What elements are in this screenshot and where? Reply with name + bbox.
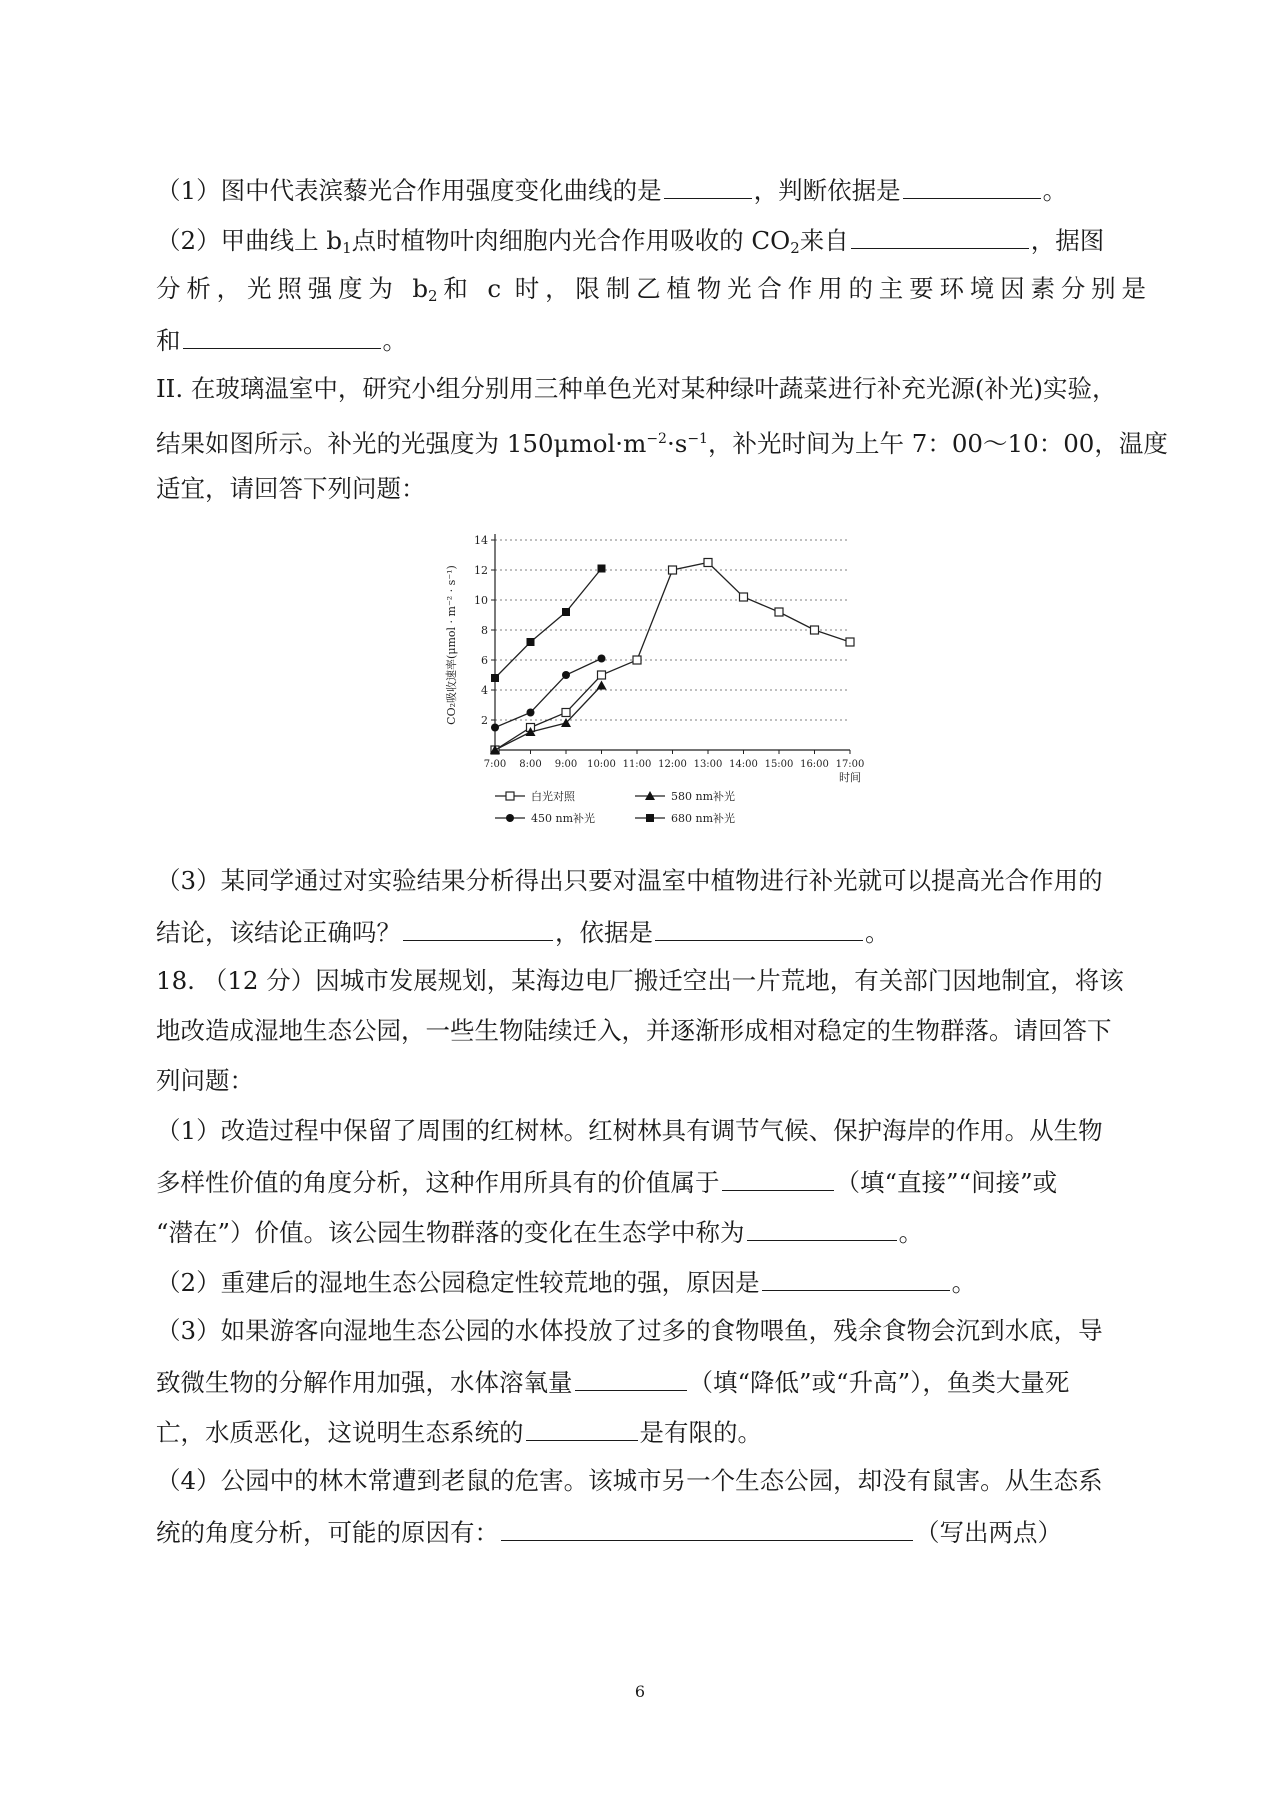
x-tick-label: 16:00: [800, 759, 829, 770]
data-point: [598, 655, 606, 663]
series-line-4: [495, 569, 602, 679]
data-point: [740, 593, 748, 601]
answer-blank[interactable]: [762, 1264, 950, 1291]
legend-marker: [506, 814, 514, 822]
legend-label: 450 nm补光: [531, 812, 596, 825]
data-point: [811, 626, 819, 634]
answer-blank[interactable]: [501, 1514, 913, 1541]
q18-part2: （2）重建后的湿地生态公园稳定性较荒地的强，原因是 。: [156, 1264, 1146, 1300]
y-tick-label: 10: [474, 594, 488, 607]
q18-part3-line2: 致微生物的分解作用加强，水体溶氧量 （填“降低”或“升高”），鱼类大量死: [156, 1364, 1146, 1400]
data-point: [491, 724, 499, 732]
data-point: [704, 559, 712, 567]
legend-marker: [646, 814, 654, 822]
x-tick-label: 7:00: [483, 759, 507, 770]
answer-blank[interactable]: [183, 322, 381, 349]
answer-blank[interactable]: [851, 222, 1029, 249]
x-tick-label: 10:00: [587, 759, 616, 770]
q17-section2-line2: 结果如图所示。补光的光强度为 $150\mu mol\cdot m^{-2}\cdot s^{-1}$，补光时间为上午 7：00～10：00，温度: [156, 429, 1168, 458]
y-tick-label: 8: [481, 624, 488, 637]
answer-blank[interactable]: [403, 914, 553, 941]
x-tick-label: 15:00: [764, 759, 794, 770]
data-point: [633, 656, 641, 664]
x-tick-label: 17:00: [835, 759, 865, 770]
answer-blank[interactable]: [655, 914, 863, 941]
data-point: [562, 671, 570, 679]
x-tick-label: 9:00: [554, 759, 578, 770]
x-tick-label: 8:00: [519, 759, 542, 770]
data-point: [491, 674, 499, 682]
x-tick-label: 13:00: [693, 759, 723, 770]
q17-part2-line1: （2）甲曲线上 $b_1$点时植物叶肉细胞内光合作用吸收的 $CO_2$来自 ，据图: [156, 222, 1146, 265]
x-tick-label: 11:00: [622, 759, 652, 770]
answer-blank[interactable]: [526, 1414, 638, 1441]
co2-absorption-chart: [430, 528, 865, 838]
y-tick-label: 12: [474, 564, 488, 577]
x-tick-label: 12:00: [658, 759, 687, 770]
q18-part1-line1: （1）改造过程中保留了周围的红树林。红树林具有调节气候、保护海岸的作用。从生物: [156, 1116, 1103, 1145]
q18-intro-line2: 地改造成湿地生态公园，一些生物陆续迁入，并逐渐形成相对稳定的生物群落。请回答下: [156, 1016, 1112, 1045]
data-point: [527, 638, 535, 646]
data-point: [598, 565, 606, 573]
data-point: [597, 681, 607, 690]
q17-part2-line3: 和 。: [156, 322, 1146, 358]
data-point: [562, 709, 570, 717]
q18-intro-line3: 列问题：: [156, 1066, 254, 1095]
y-tick-label: 2: [481, 714, 488, 727]
answer-blank[interactable]: [664, 172, 752, 199]
q17-section2-line3: 适宜，请回答下列问题：: [156, 474, 426, 503]
y-tick-label: 6: [481, 654, 488, 667]
q18-part4-line2: 统的角度分析，可能的原因有： （写出两点）: [156, 1514, 1146, 1550]
q18-part3-line1: （3）如果游客向湿地生态公园的水体投放了过多的食物喂鱼，残余食物会沉到水底，导: [156, 1316, 1103, 1345]
series-line-1: [495, 563, 850, 751]
answer-blank[interactable]: [903, 172, 1041, 199]
answer-blank[interactable]: [722, 1164, 834, 1191]
legend-marker: [506, 792, 514, 800]
y-tick-label: 4: [481, 684, 488, 697]
legend-label: 580 nm补光: [671, 790, 736, 803]
q17-part3-line1: （3）某同学通过对实验结果分析得出只要对温室中植物进行补光就可以提高光合作用的: [156, 866, 1103, 895]
legend-label: 680 nm补光: [671, 812, 736, 825]
series-line-2: [495, 659, 602, 728]
data-point: [775, 608, 783, 616]
x-tick-label: 14:00: [729, 759, 758, 770]
q18-part3-line3: 亡，水质恶化，这说明生态系统的 是有限的。: [156, 1414, 1146, 1450]
data-point: [562, 608, 570, 616]
q17-part1: （1）图中代表滨藜光合作用强度变化曲线的是 ，判断依据是 。: [156, 172, 1146, 208]
legend-label: 白光对照: [531, 790, 575, 803]
data-point: [669, 566, 677, 574]
y-axis-label: CO₂吸收速率(μmol · m⁻² · s⁻¹): [445, 565, 458, 725]
data-point: [527, 709, 535, 717]
q18-part4-line1: （4）公园中的林木常遭到老鼠的危害。该城市另一个生态公园，却没有鼠害。从生态系: [156, 1466, 1103, 1495]
q18-part1-line2: 多样性价值的角度分析，这种作用所具有的价值属于 （填“直接”“间接”或: [156, 1164, 1146, 1200]
answer-blank[interactable]: [747, 1214, 897, 1241]
q18-part1-line3: “潜在”）价值。该公园生物群落的变化在生态学中称为 。: [156, 1214, 1146, 1250]
data-point: [598, 671, 606, 679]
q17-part2-line2: 分析，光照强度为 $b_2$和 c 时，限制乙植物光合作用的主要环境因素分别是: [156, 274, 1146, 305]
x-axis-label: 时间: [839, 771, 861, 784]
q17-section2-line1: II. 在玻璃温室中，研究小组分别用三种单色光对某种绿叶蔬菜进行补充光源(补光)实验，: [156, 374, 1117, 403]
q17-part3-line2: 结论，该结论正确吗？ ，依据是 。: [156, 914, 1146, 950]
answer-blank[interactable]: [575, 1364, 687, 1391]
y-tick-label: 14: [474, 534, 488, 547]
page-number: 6: [634, 1682, 646, 1701]
q18-intro-line1: 18. （12 分）因城市发展规划，某海边电厂搬迁空出一片荒地，有关部门因地制宜，将该: [156, 966, 1124, 995]
data-point: [846, 638, 854, 646]
